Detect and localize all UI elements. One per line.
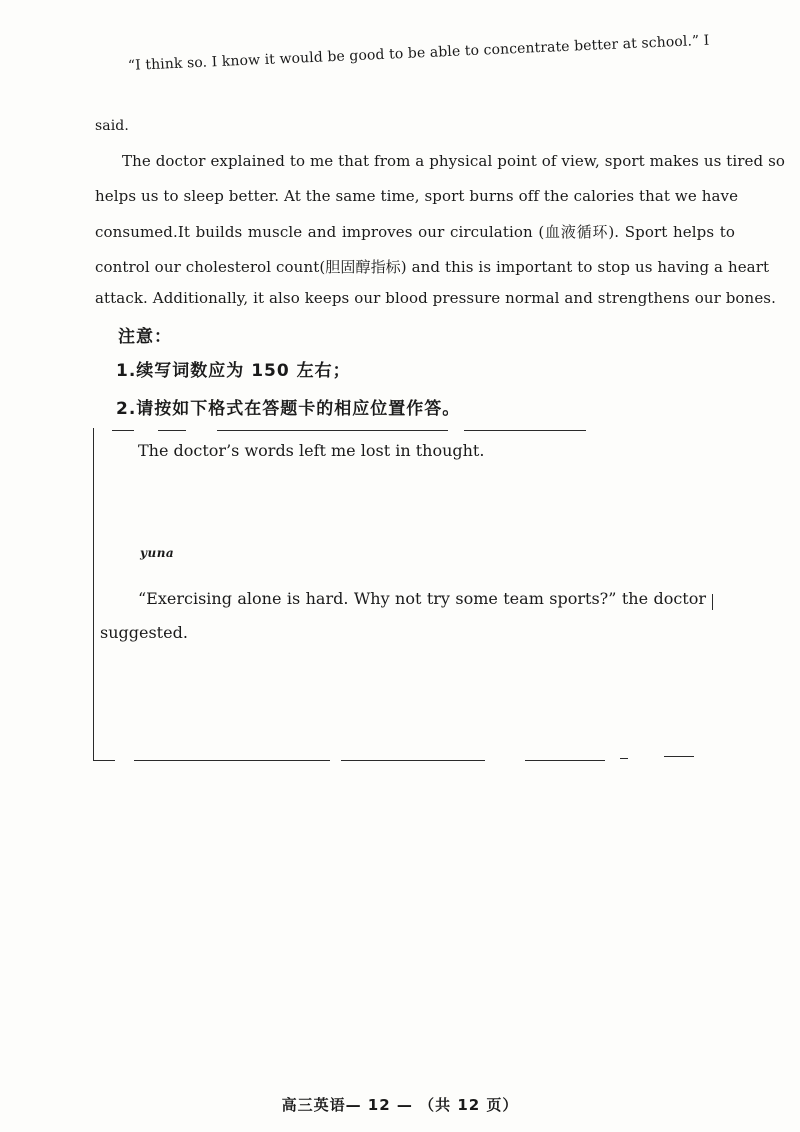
notes-heading: 注意： [118, 327, 172, 347]
second-paragraph-opening-line2: suggested. [100, 623, 188, 642]
frame-bottom-segment [134, 760, 330, 761]
page-footer: 高三英语— 12 — （共 12 页） [281, 1096, 519, 1114]
quote-line: “I think so. I know it would be good to be able to concentrate better at school.” I [127, 32, 710, 74]
frame-top-segment [112, 430, 134, 431]
frame-bottom-segment [93, 760, 115, 761]
frame-left-border [93, 428, 94, 760]
opening-sentence: The doctor’s words left me lost in thought. [138, 441, 485, 460]
margin-mark [712, 594, 713, 610]
frame-top-segment [217, 430, 448, 431]
frame-bottom-segment [664, 756, 694, 757]
handwritten-scribble: yuna [140, 546, 175, 560]
paragraph-line-3: consumed.It builds muscle and improves our circulation (血液循环). Sport helps to [95, 223, 735, 241]
frame-bottom-segment [620, 758, 628, 759]
frame-top-segment [158, 430, 186, 431]
note-item-2: 2.请按如下格式在答题卡的相应位置作答。 [116, 399, 461, 419]
frame-top-segment [464, 430, 586, 431]
paragraph-line-5: attack. Additionally, it also keeps our blood pressure normal and strengthens our bones. [95, 289, 776, 307]
note-item-1: 1.续写词数应为 150 左右； [116, 361, 351, 381]
frame-bottom-segment [341, 760, 485, 761]
second-paragraph-opening-line1: “Exercising alone is hard. Why not try some team sports?” the doctor [138, 589, 706, 608]
paragraph-line-4: control our cholesterol count(胆固醇指标) and this is important to stop us having a heart [95, 258, 770, 276]
said-line: said. [95, 118, 129, 134]
paragraph-line-2: helps us to sleep better. At the same time, sport burns off the calories that we have [95, 187, 739, 205]
frame-bottom-segment [525, 760, 605, 761]
paragraph-line-1: The doctor explained to me that from a physical point of view, sport makes us tired so [122, 152, 786, 170]
